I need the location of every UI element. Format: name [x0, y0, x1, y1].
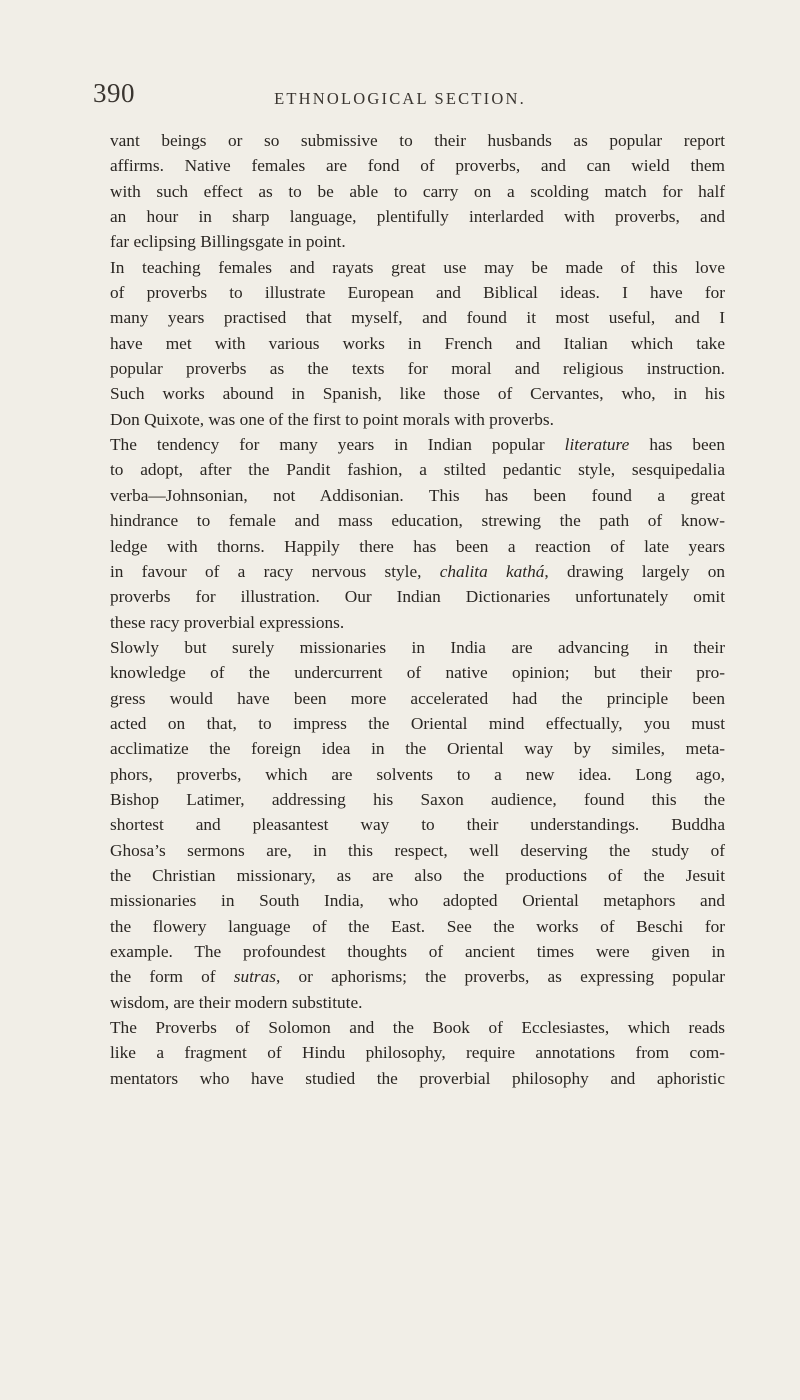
text-line: many years practised that myself, and found it most useful, and I	[110, 308, 725, 328]
paragraph	[110, 635, 725, 1015]
text-line: verba—Johnsonian, not Addisonian. This has been found a great	[110, 485, 725, 505]
text-line: knowledge of the undercurrent of native opinion; but their pro-	[110, 663, 725, 683]
text-line: with such effect as to be able to carry on a scolding match for half	[110, 181, 725, 201]
text-line: The Proverbs of Solomon and the Book of Ecclesiastes, which reads	[110, 1018, 725, 1038]
text-line: Ghosa’s sermons are, in this respect, well deserving the study of	[110, 840, 725, 860]
text-line: shortest and pleasantest way to their understandings. Buddha	[110, 815, 725, 835]
text-line: far eclipsing Billingsgate in point.	[110, 232, 346, 252]
text-line: the flowery language of the East. See the works of Beschi for	[110, 916, 725, 936]
text-line: Bishop Latimer, addressing his Saxon audience, found this the	[110, 789, 725, 809]
text-line: mentators who have studied the proverbial philosophy and aphoristic	[110, 1068, 725, 1088]
text-line: ledge with thorns. Happily there has been a reaction of late years	[110, 536, 725, 556]
text-line: these racy proverbial expressions.	[110, 612, 345, 632]
text-line: acted on that, to impress the Oriental mind effectually, you must	[110, 713, 725, 733]
text-line: phors, proverbs, which are solvents to a new idea. Long ago,	[110, 764, 725, 784]
text-line: of proverbs to illustrate European and Biblical ideas. I have for	[110, 283, 725, 303]
text-line: the form of sutras, or aphorisms; the proverbs, as expressing popular	[110, 967, 726, 987]
text-line: vant beings or so submissive to their husbands as popular report	[110, 131, 725, 150]
text-line: have met with various works in French and Italian which take	[110, 333, 725, 353]
paragraph	[110, 128, 725, 255]
paragraph	[110, 1015, 725, 1091]
text-line: affirms. Native females are fond of proverbs, and can wield them	[110, 156, 725, 176]
text-line: popular proverbs as the texts for moral and religious instruction.	[110, 359, 725, 379]
text-line: acclimatize the foreign idea in the Oriental way by similes, meta-	[110, 739, 725, 759]
text-line: the Christian missionary, as are also the productions of the Jesuit	[110, 865, 725, 885]
italic-term: chalita kathá	[439, 561, 545, 581]
text-line: Slowly but surely missionaries in India are advancing in their	[110, 637, 725, 657]
text-line: to adopt, after the Pandit fashion, a stilted pedantic style, sesquipedalia	[110, 460, 725, 480]
paragraph	[110, 432, 725, 635]
italic-term: literature	[564, 435, 630, 455]
text-line: in favour of a racy nervous style, chalita kathá, drawing largely on	[110, 561, 726, 581]
text-line: gress would have been more accelerated had the principle been	[110, 688, 725, 708]
paragraph	[110, 255, 725, 432]
text-line: wisdom, are their modern substitute.	[110, 992, 363, 1012]
text-line: The tendency for many years in Indian popular literature has been	[110, 435, 725, 455]
text-line: like a fragment of Hindu philosophy, require annotations from com-	[110, 1043, 725, 1063]
text-line: hindrance to female and mass education, strewing the path of know-	[110, 511, 725, 531]
page-number: 390	[93, 78, 135, 108]
text-line: Don Quixote, was one of the first to point morals with proverbs.	[110, 409, 554, 429]
running-head: ETHNOLOGICAL SECTION.	[274, 89, 526, 108]
body-text	[110, 128, 725, 1091]
italic-term: sutras	[233, 967, 276, 987]
text-line: an hour in sharp language, plentifully interlarded with proverbs, and	[110, 207, 725, 227]
text-line: Such works abound in Spanish, like those of Cervantes, who, in his	[110, 384, 725, 404]
text-line: In teaching females and rayats great use may be made of this love	[110, 257, 725, 277]
text-line: missionaries in South India, who adopted Oriental metaphors and	[110, 891, 725, 911]
text-line: example. The profoundest thoughts of ancient times were given in	[110, 942, 725, 961]
text-line: proverbs for illustration. Our Indian Dictionaries unfortunately omit	[110, 587, 725, 607]
